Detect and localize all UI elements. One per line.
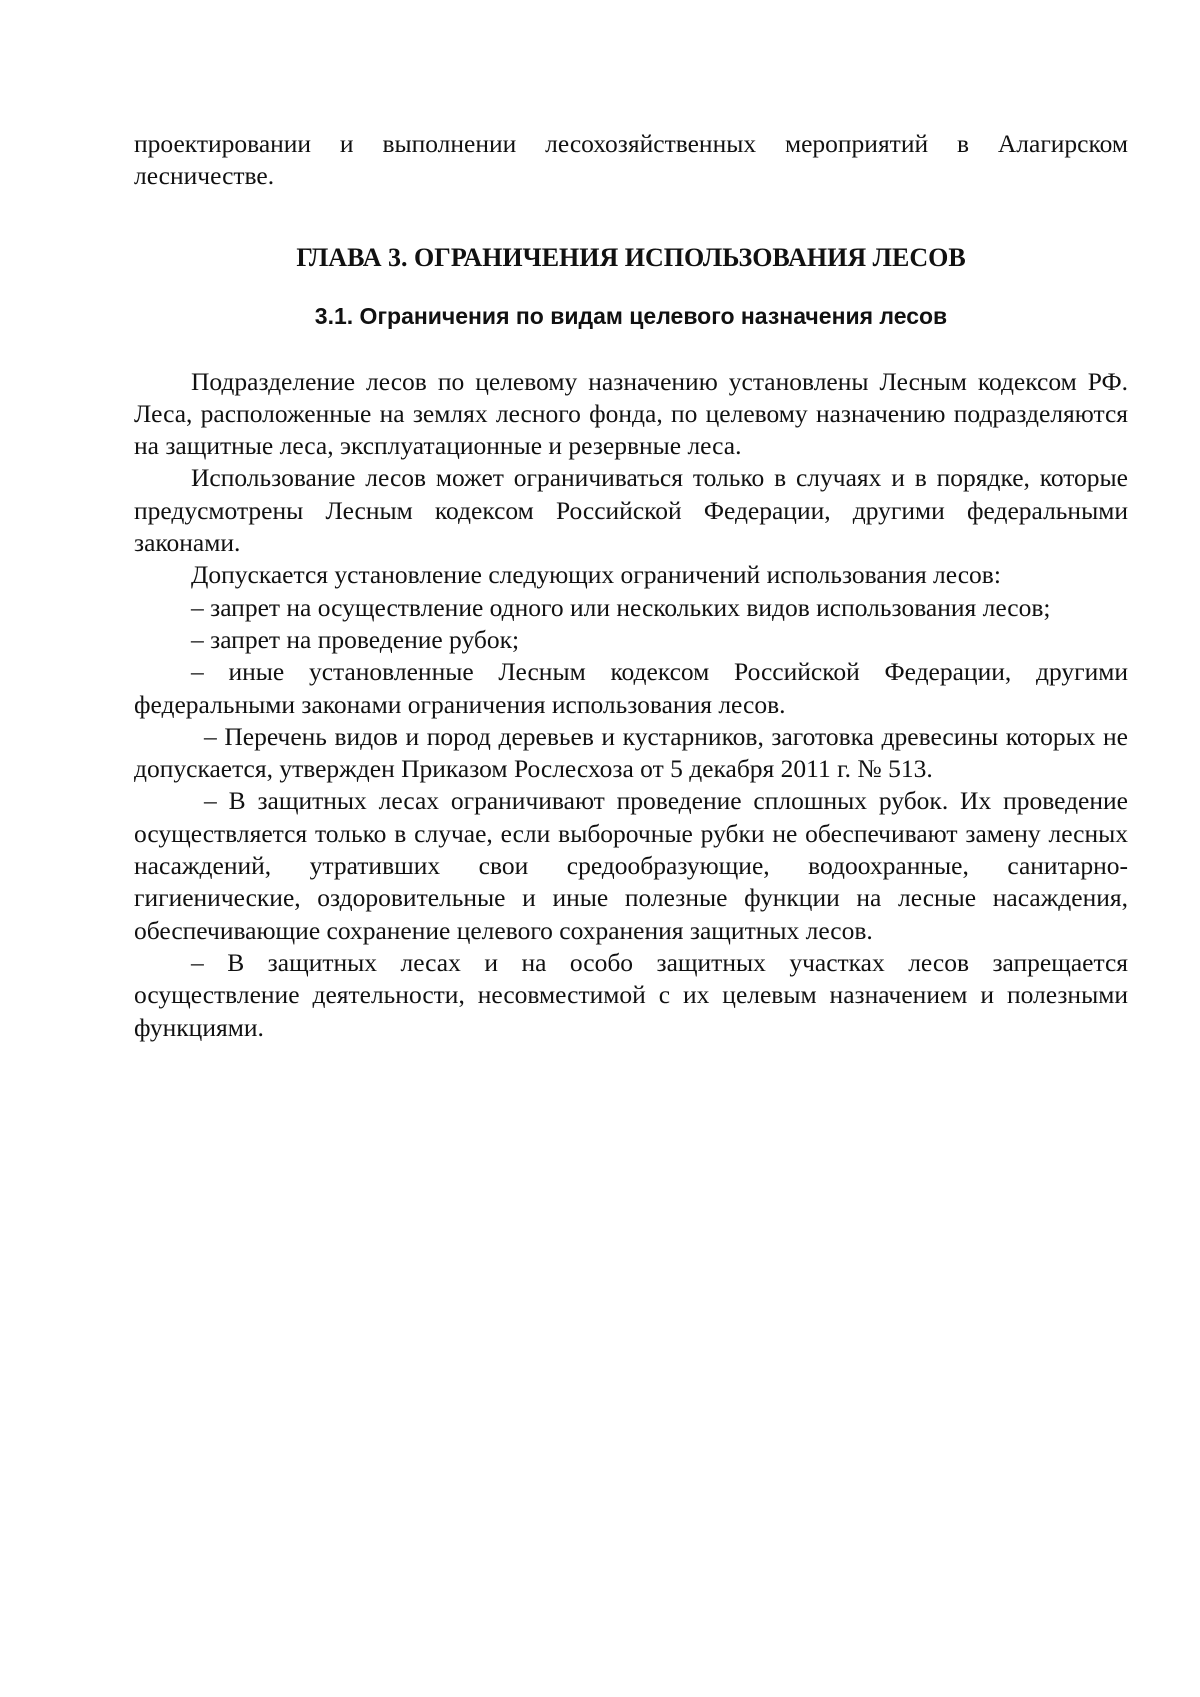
paragraph-protective-forests-clearcuts: – В защитных лесах ограничивают проведение сплошных рубок. Их проведение осуществляется только в случае, если выборочные рубки не обеспечивают замену лесных насаждений, утративших свои средообразующие, водоохранные, санитарно-гигиенические, оздоровительные и иные полезные функции на лесные насаждения, обеспечивающие сохранение целевого сохранения защитных лесов. [134,786,1128,945]
intro-paragraph: проектировании и выполнении лесохозяйственных мероприятий в Алагирском лесничестве. [134,129,1128,191]
paragraph-species-list-order: – Перечень видов и пород деревьев и кустарников, заготовка древесины которых не допускается, утвержден Приказом Рослесхоза от 5 декабря 2011 г. № 513. [134,721,1128,784]
section-title: 3.1. Ограничения по видам целевого назначения лесов [314,302,948,329]
paragraph-usage-limitations: Использование лесов может ограничиваться только в случаях и в порядке, которые предусмотрены Лесным кодексом Российской Федерации, другими федеральными законами. [134,463,1128,558]
list-item: – запрет на проведение рубок; [191,624,520,654]
paragraph-protective-areas-prohibition: – В защитных лесах и на особо защитных участках лесов запрещается осуществление деятельности, несовместимой с их целевым назначением и полезными функциями. [134,947,1128,1042]
list-item: – запрет на осуществление одного или нескольких видов использования лесов; [191,592,1051,622]
page-content [134,128,1128,1044]
list-item: – иные установленные Лесным кодексом Российской Федерации, другими федеральными законами ограничения использования лесов. [134,657,1128,719]
paragraph-forest-division: Подразделение лесов по целевому назначению установлены Лесным кодексом РФ. Леса, расположенные на землях лесного фонда, по целевому назначению подразделяются на защитные леса, эксплуатационные и резервные леса. [134,366,1128,461]
chapter-title: ГЛАВА 3. ОГРАНИЧЕНИЯ ИСПОЛЬЗОВАНИЯ ЛЕСОВ [296,242,966,272]
paragraph-allowed-restrictions: Допускается установление следующих ограничений использования лесов: [191,560,1001,590]
